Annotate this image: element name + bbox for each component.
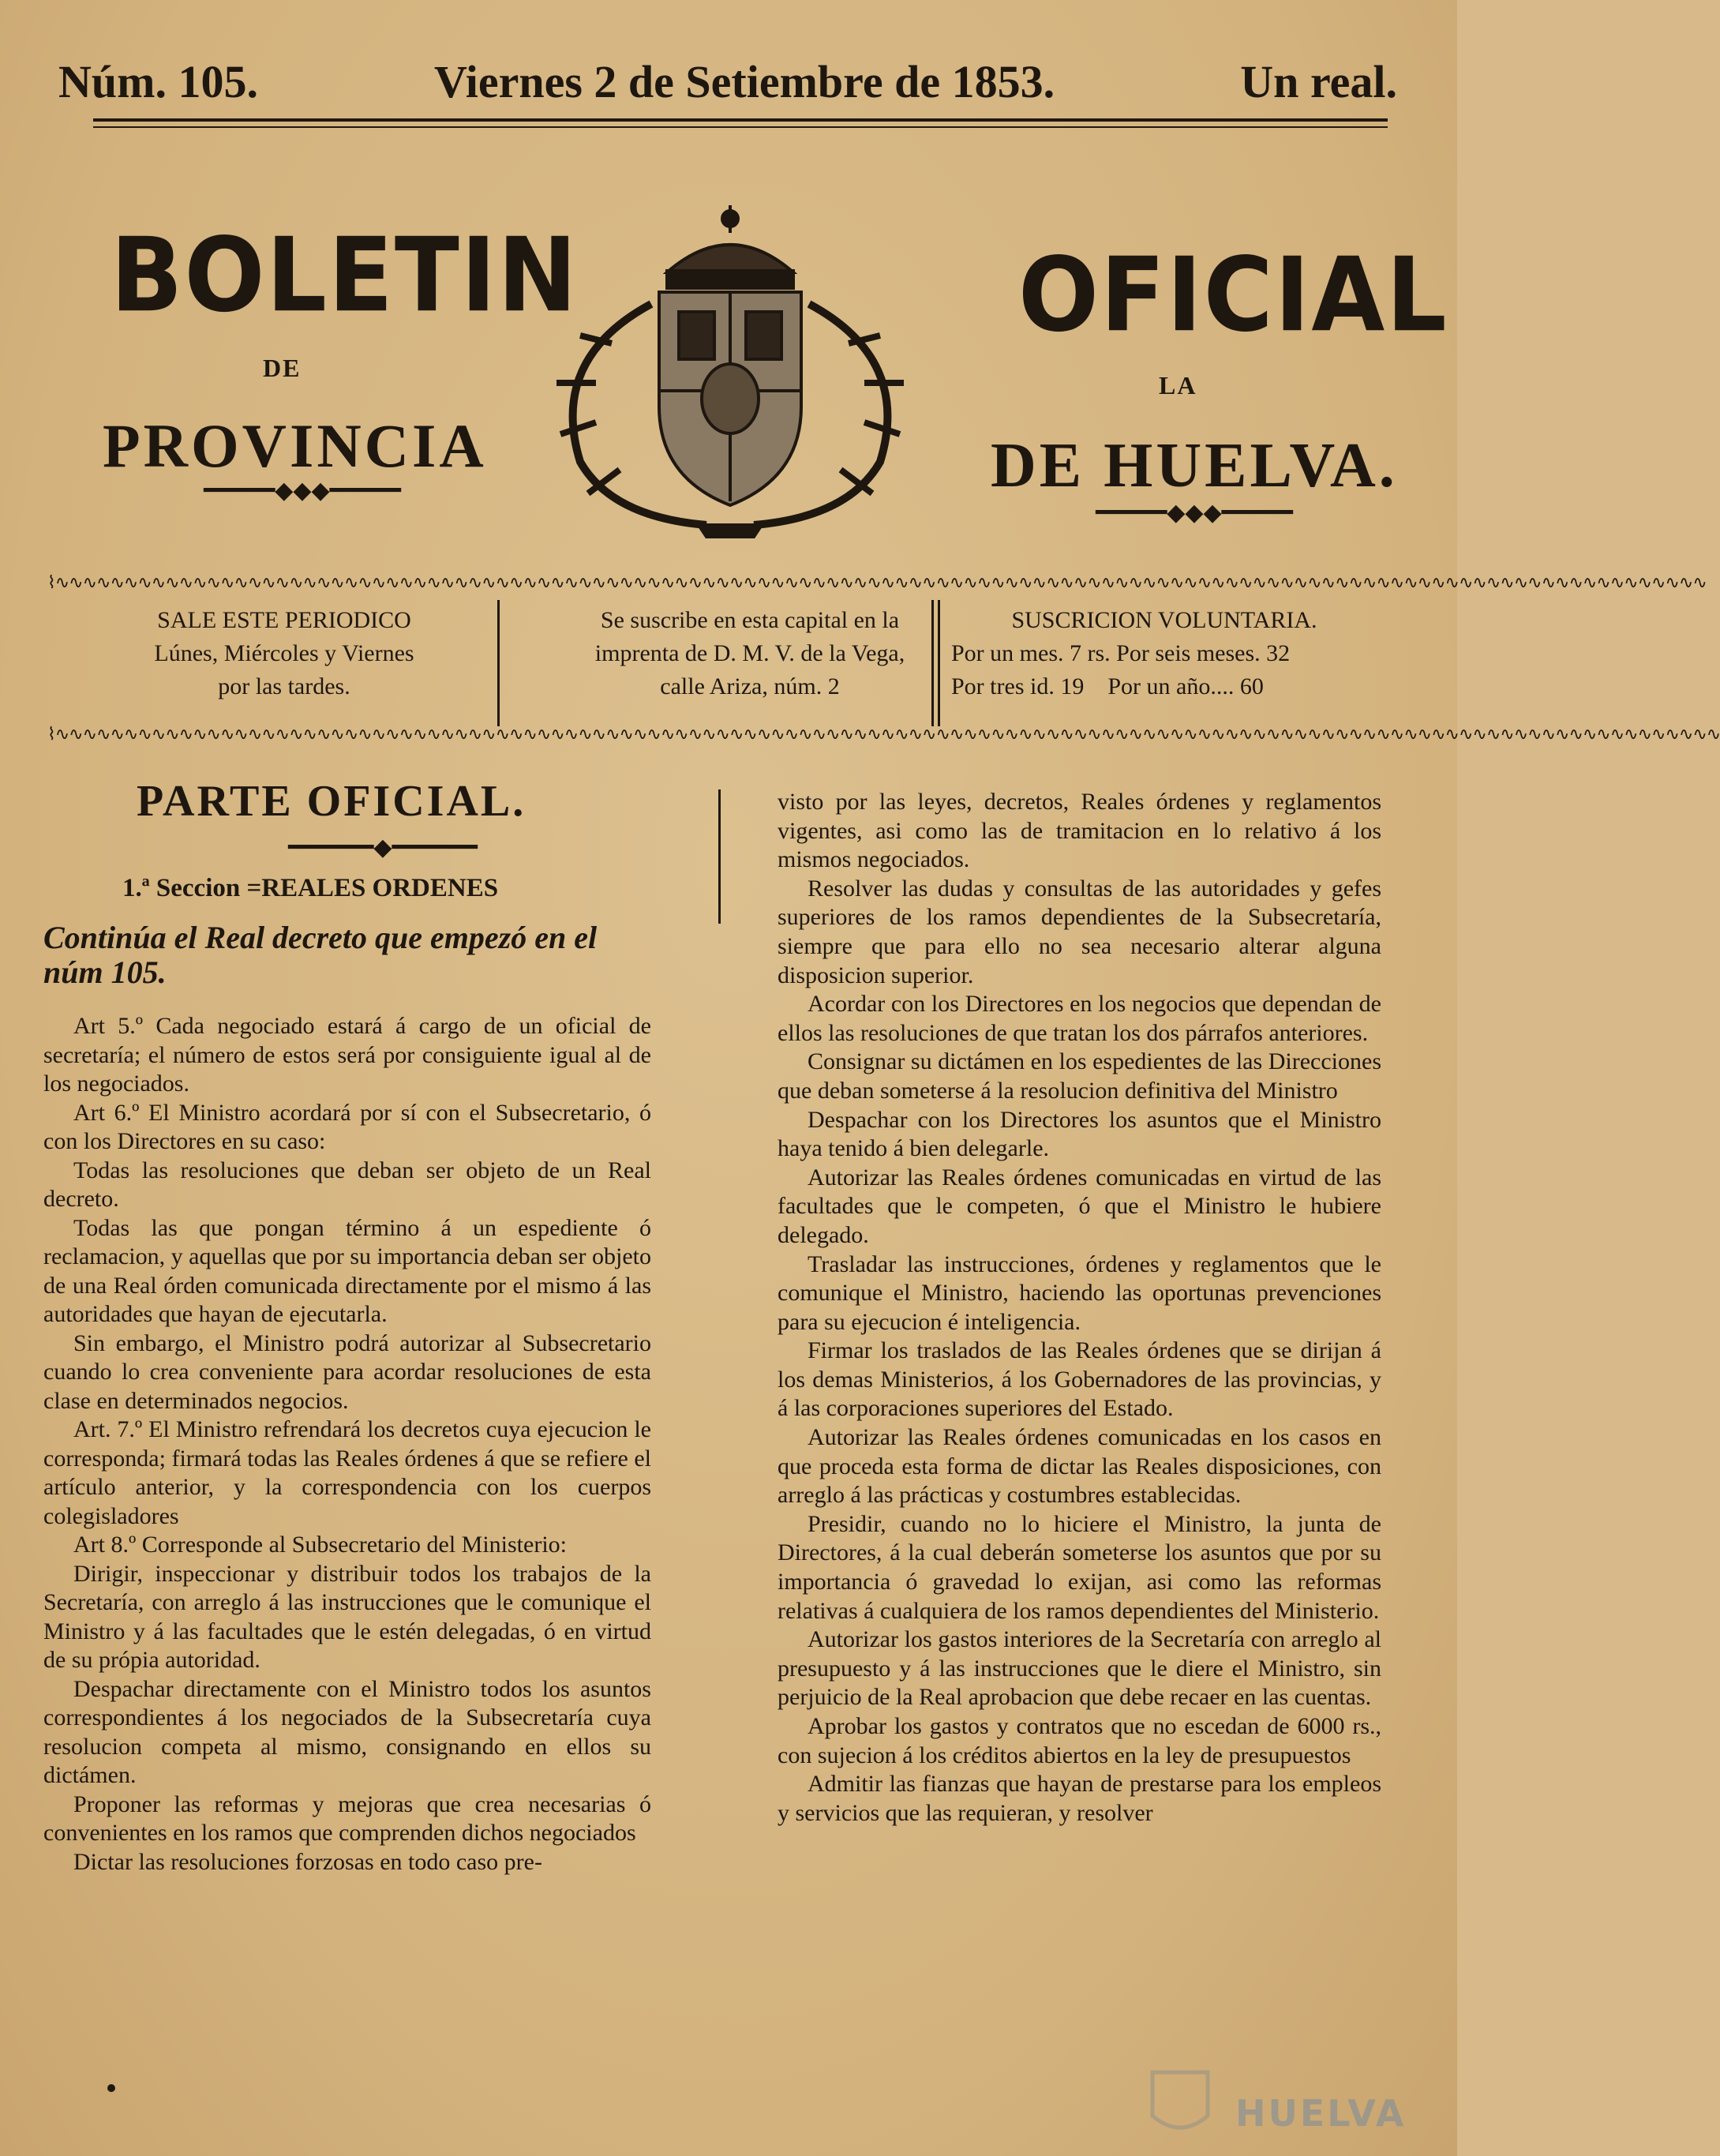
paragraph: Acordar con los Directores en los negocios que dependan de ellos las resoluciones de que tratan los dos párrafos anteriores.	[778, 991, 1381, 1046]
band-divider	[938, 600, 940, 726]
schedule-time: por las tardes.	[218, 673, 350, 699]
section-subheading: 1.ª Seccion =REALES ORDENES	[122, 874, 499, 902]
paragraph: Art. 7.º El Ministro refrendará los decretos cuya ejecucion le corresponda; firmará todas las Reales órdenes á que se refiere el artículo anterior, y la correspondencia con los cuerpos colegisladores	[43, 1416, 651, 1529]
prices-line-1: Por un mes. 7 rs. Por seis meses. 32	[951, 640, 1291, 666]
zigzag-border-top-icon: ⌇∿∿∿∿∿∿∿∿∿∿∿∿∿∿∿∿∿∿∿∿∿∿∿∿∿∿∿∿∿∿∿∿∿∿∿∿∿∿∿∿∿∿∿∿∿∿∿∿∿∿∿∿∿∿∿∿∿∿∿∿∿∿∿∿∿∿∿∿∿∿∿∿∿∿∿∿∿∿∿∿∿∿∿∿∿∿∿∿∿∿∿∿∿∿∿∿∿∿∿∿∿∿∿∿∿∿∿∿∿∿∿∿∿∿∿∿∿∿∿∿	[47, 572, 1707, 592]
right-column	[778, 788, 1381, 1828]
schedule-days: Lúnes, Miércoles y Viernes	[154, 640, 414, 666]
title-la: LA	[1159, 371, 1197, 399]
title-oficial: OFICIAL	[1018, 236, 1448, 355]
subscribe-line-2: imprenta de D. M. V. de la Vega,	[594, 640, 905, 666]
paragraph: Consignar su dictámen en los espedientes de las Direcciones que deban someterse á la resolucion definitiva del Ministro	[778, 1048, 1381, 1104]
paragraph: Sin embargo, el Ministro podrá autorizar al Subsecretario cuando lo crea conveniente para acordar resoluciones de esta clase en determinados negocios.	[43, 1329, 651, 1414]
paragraph: Dirigir, inspeccionar y distribuir todos los trabajos de la Secretaría, con arreglo á las instrucciones que le comunique el Ministro y á las facultades que le estén delegadas, ó en virtud de su própia autoridad.	[43, 1560, 651, 1673]
paragraph: Aprobar los gastos y contratos que no escedan de 6000 rs., con sujecion á los créditos abiertos en la ley de presupuestos	[778, 1713, 1381, 1768]
band-divider	[497, 600, 500, 726]
paragraph: Art 8.º Corresponde al Subsecretario del Ministerio:	[73, 1532, 567, 1558]
info-band	[47, 572, 1720, 758]
issue-date: Viernes 2 de Setiembre de 1853.	[434, 56, 1055, 107]
top-rule-thin	[93, 126, 1388, 128]
paragraph: Todas las que pongan término á un espediente ó reclamacion, y aquellas que por su importancia deban ser objeto de una Real órden comunicada directamente por el mismo á las autoridades que hayan de ejecutarla.	[43, 1214, 651, 1327]
paragraph: Admitir las fianzas que hayan de prestarse para los empleos y servicios que las requieran, y resolver	[778, 1771, 1381, 1826]
info-schedule	[63, 604, 505, 703]
left-column	[43, 774, 651, 1877]
issue-number: Núm. 105.	[58, 56, 258, 107]
ornament-right-icon: ━━━━━◆◆◆━━━━━	[1096, 500, 1293, 526]
section-heading: PARTE OFICIAL.	[137, 777, 526, 826]
issue-price: Un real.	[1240, 56, 1397, 107]
heading-ornament-icon: ━━━━━━◆━━━━━━	[288, 834, 478, 861]
paragraph: Proponer las reformas y mejoras que crea necesarias ó convenientes en los ramos que comprenden dichos negociados	[43, 1790, 651, 1846]
title-de: DE	[263, 354, 302, 382]
ink-spot	[107, 2084, 115, 2092]
info-subscription-place	[521, 604, 979, 703]
paragraph: Trasladar las instrucciones, órdenes y reglamentos que le comunique el Ministro, haciendo las oportunas prevenciones para su ejecucion é inteligencia.	[778, 1250, 1381, 1335]
paragraph: Presidir, cuando no lo hiciere el Ministro, la junta de Directores, á la cual deberán someterse los asuntos que por su importancia ó gravedad lo exijan, asi como las reformas relativas á cualquiera de los ramos dependientes del Ministerio.	[778, 1510, 1381, 1624]
paragraph: Resolver las dudas y consultas de las autoridades y gefes superiores de los ramos dependientes de la Subsecretaría, siempre que para ello no sea necesario alterar alguna disposicion superior.	[778, 875, 1381, 988]
paragraph: Art 6.º El Ministro acordará por sí con el Subsecretario, ó con los Directores en su caso:	[43, 1099, 651, 1154]
paragraph: Despachar con los Directores los asuntos que el Ministro haya tenido á bien delegarle.	[778, 1106, 1381, 1162]
column-divider	[718, 789, 721, 924]
prices-line-2: Por tres id. 19 Por un año.... 60	[951, 673, 1264, 699]
continuation-note: Continúa el Real decreto que empezó en el núm 105.	[43, 920, 598, 990]
title-provincia: PROVINCIA	[103, 411, 487, 480]
paragraph: visto por las leyes, decretos, Reales órdenes y reglamentos vigentes, asi como las de tramitacion en lo relativo á los mismos negociados.	[778, 789, 1381, 873]
band-divider	[931, 600, 934, 726]
subscribe-line-3: calle Ariza, núm. 2	[660, 673, 840, 699]
prices-title: SUSCRICION VOLUNTARIA.	[1011, 607, 1317, 633]
masthead-line	[55, 55, 1397, 118]
title-boletin: BOLETIN	[111, 216, 579, 336]
paragraph: Despachar directamente con el Ministro todos los asuntos correspondientes á los negociados de la Subsecretaría cuya resolucion competa al mismo, consignando en ellos su dictámen.	[43, 1675, 651, 1788]
coat-of-arms-icon	[517, 201, 943, 541]
paragraph: Autorizar las Reales órdenes comunicadas en los casos en que proceda esta forma de dictar las Reales disposiciones, con arreglo á las prácticas y costumbres establecidas.	[778, 1424, 1381, 1509]
paragraph: Firmar los traslados de las Reales órdenes que se dirijan á los demas Ministerios, á los Gobernadores de las provincias, y á las corporaciones superiores del Estado.	[778, 1337, 1381, 1422]
paragraph: Autorizar los gastos interiores de la Secretaría con arreglo al presupuesto y á las instrucciones que le diere el Ministro, sin perjuicio de la Real aprobacion que debe recaer en las cuentas.	[778, 1626, 1381, 1711]
paragraph: Autorizar las Reales órdenes comunicadas en virtud de las facultades que le competen, ó que el Ministro le hubiere delegado.	[778, 1164, 1381, 1248]
paragraph: Todas las resoluciones que deban ser objeto de un Real decreto.	[43, 1157, 651, 1212]
paragraph: Dictar las resoluciones forzosas en todo caso pre-	[73, 1848, 542, 1875]
info-prices	[943, 604, 1385, 703]
zigzag-border-bottom-icon: ⌇∿∿∿∿∿∿∿∿∿∿∿∿∿∿∿∿∿∿∿∿∿∿∿∿∿∿∿∿∿∿∿∿∿∿∿∿∿∿∿∿∿∿∿∿∿∿∿∿∿∿∿∿∿∿∿∿∿∿∿∿∿∿∿∿∿∿∿∿∿∿∿∿∿∿∿∿∿∿∿∿∿∿∿∿∿∿∿∿∿∿∿∿∿∿∿∿∿∿∿∿∿∿∿∿∿∿∿∿∿∿∿∿∿∿∿∿∿∿∿∿∿	[47, 724, 1720, 744]
title-huelva: DE HUELVA.	[991, 431, 1398, 501]
schedule-title: SALE ESTE PERIODICO	[157, 607, 411, 633]
top-rule	[93, 118, 1388, 122]
watermark-text: HUELVA	[1235, 2092, 1407, 2135]
subscribe-line-1: Se suscribe en esta capital en la	[600, 607, 900, 633]
ornament-left-icon: ━━━━━◆◆◆━━━━━	[204, 478, 401, 504]
paragraph: Art 5.º Cada negociado estará á cargo de un oficial de secretaría; el número de estos será por consiguiente igual al de los negociados.	[43, 1013, 651, 1097]
